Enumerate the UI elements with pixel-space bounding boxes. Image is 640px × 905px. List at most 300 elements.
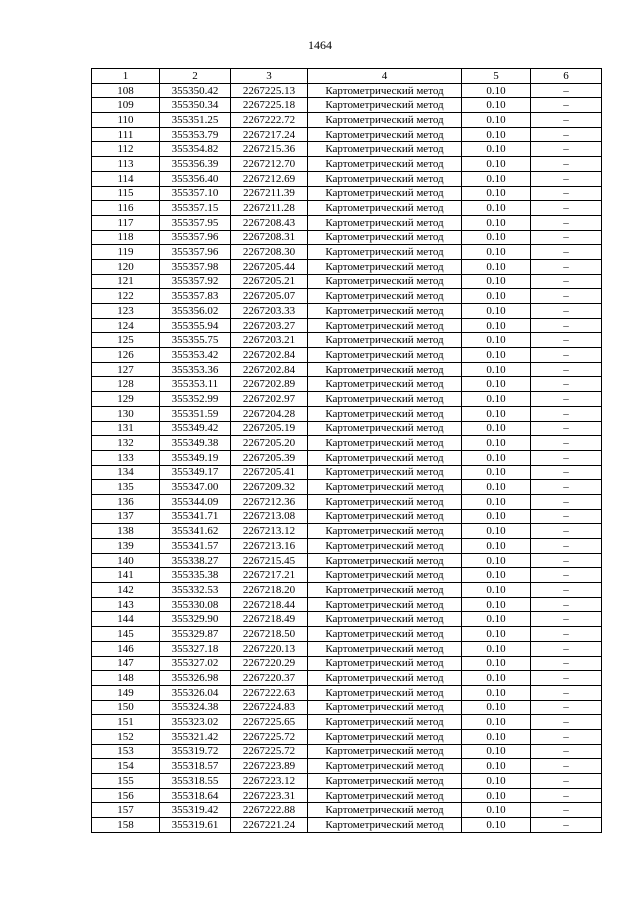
point-number-cell: 112	[92, 142, 160, 157]
y-coordinate-cell: 2267218.49	[231, 612, 308, 627]
method-cell: Картометрический метод	[308, 157, 462, 172]
precision-cell: 0.10	[462, 421, 531, 436]
description-cell: –	[531, 230, 602, 245]
point-number-cell: 141	[92, 568, 160, 583]
description-cell: –	[531, 406, 602, 421]
precision-cell: 0.10	[462, 700, 531, 715]
y-coordinate-cell: 2267225.72	[231, 744, 308, 759]
table-row	[92, 230, 602, 245]
table-row	[92, 98, 602, 113]
method-cell: Картометрический метод	[308, 127, 462, 142]
precision-cell: 0.10	[462, 774, 531, 789]
table-row	[92, 215, 602, 230]
description-cell: –	[531, 83, 602, 98]
table-row	[92, 744, 602, 759]
y-coordinate-cell: 2267213.16	[231, 539, 308, 554]
method-cell: Картометрический метод	[308, 494, 462, 509]
point-number-cell: 135	[92, 480, 160, 495]
y-coordinate-cell: 2267222.88	[231, 803, 308, 818]
column-header-1: 1	[92, 69, 160, 84]
table-row	[92, 436, 602, 451]
coordinates-table	[91, 68, 602, 833]
x-coordinate-cell: 355351.59	[160, 406, 231, 421]
x-coordinate-cell: 355318.57	[160, 759, 231, 774]
y-coordinate-cell: 2267211.28	[231, 201, 308, 216]
description-cell: –	[531, 774, 602, 789]
y-coordinate-cell: 2267202.89	[231, 377, 308, 392]
description-cell: –	[531, 289, 602, 304]
table-row	[92, 612, 602, 627]
method-cell: Картометрический метод	[308, 450, 462, 465]
table-row	[92, 788, 602, 803]
point-number-cell: 139	[92, 539, 160, 554]
method-cell: Картометрический метод	[308, 641, 462, 656]
y-coordinate-cell: 2267205.21	[231, 274, 308, 289]
table-row	[92, 494, 602, 509]
y-coordinate-cell: 2267204.28	[231, 406, 308, 421]
precision-cell: 0.10	[462, 715, 531, 730]
y-coordinate-cell: 2267225.65	[231, 715, 308, 730]
x-coordinate-cell: 355327.02	[160, 656, 231, 671]
x-coordinate-cell: 355356.40	[160, 171, 231, 186]
description-cell: –	[531, 245, 602, 260]
point-number-cell: 137	[92, 509, 160, 524]
x-coordinate-cell: 355330.08	[160, 597, 231, 612]
x-coordinate-cell: 355332.53	[160, 583, 231, 598]
precision-cell: 0.10	[462, 171, 531, 186]
x-coordinate-cell: 355319.72	[160, 744, 231, 759]
x-coordinate-cell: 355319.61	[160, 818, 231, 833]
table-row	[92, 700, 602, 715]
table-row	[92, 304, 602, 319]
y-coordinate-cell: 2267218.44	[231, 597, 308, 612]
point-number-cell: 118	[92, 230, 160, 245]
x-coordinate-cell: 355353.42	[160, 348, 231, 363]
y-coordinate-cell: 2267205.41	[231, 465, 308, 480]
point-number-cell: 126	[92, 348, 160, 363]
method-cell: Картометрический метод	[308, 259, 462, 274]
precision-cell: 0.10	[462, 274, 531, 289]
y-coordinate-cell: 2267203.27	[231, 318, 308, 333]
point-number-cell: 109	[92, 98, 160, 113]
description-cell: –	[531, 98, 602, 113]
method-cell: Картометрический метод	[308, 656, 462, 671]
x-coordinate-cell: 355349.19	[160, 450, 231, 465]
description-cell: –	[531, 685, 602, 700]
point-number-cell: 120	[92, 259, 160, 274]
precision-cell: 0.10	[462, 186, 531, 201]
page-number: 1464	[308, 38, 332, 52]
x-coordinate-cell: 355356.02	[160, 304, 231, 319]
description-cell: –	[531, 568, 602, 583]
y-coordinate-cell: 2267202.84	[231, 348, 308, 363]
point-number-cell: 130	[92, 406, 160, 421]
method-cell: Картометрический метод	[308, 274, 462, 289]
x-coordinate-cell: 355341.62	[160, 524, 231, 539]
x-coordinate-cell: 355338.27	[160, 553, 231, 568]
x-coordinate-cell: 355349.38	[160, 436, 231, 451]
y-coordinate-cell: 2267209.32	[231, 480, 308, 495]
description-cell: –	[531, 274, 602, 289]
precision-cell: 0.10	[462, 83, 531, 98]
y-coordinate-cell: 2267205.20	[231, 436, 308, 451]
point-number-cell: 155	[92, 774, 160, 789]
y-coordinate-cell: 2267222.63	[231, 685, 308, 700]
table-row	[92, 759, 602, 774]
point-number-cell: 154	[92, 759, 160, 774]
x-coordinate-cell: 355329.90	[160, 612, 231, 627]
description-cell: –	[531, 788, 602, 803]
description-cell: –	[531, 304, 602, 319]
method-cell: Картометрический метод	[308, 142, 462, 157]
x-coordinate-cell: 355357.95	[160, 215, 231, 230]
point-number-cell: 129	[92, 392, 160, 407]
x-coordinate-cell: 355355.94	[160, 318, 231, 333]
description-cell: –	[531, 186, 602, 201]
table-row	[92, 715, 602, 730]
description-cell: –	[531, 509, 602, 524]
x-coordinate-cell: 355350.42	[160, 83, 231, 98]
point-number-cell: 158	[92, 818, 160, 833]
y-coordinate-cell: 2267220.13	[231, 641, 308, 656]
y-coordinate-cell: 2267218.20	[231, 583, 308, 598]
x-coordinate-cell: 355335.38	[160, 568, 231, 583]
precision-cell: 0.10	[462, 641, 531, 656]
y-coordinate-cell: 2267225.72	[231, 729, 308, 744]
method-cell: Картометрический метод	[308, 685, 462, 700]
description-cell: –	[531, 113, 602, 128]
method-cell: Картометрический метод	[308, 318, 462, 333]
table-row	[92, 289, 602, 304]
table-row	[92, 362, 602, 377]
x-coordinate-cell: 355349.42	[160, 421, 231, 436]
x-coordinate-cell: 355326.98	[160, 671, 231, 686]
x-coordinate-cell: 355347.00	[160, 480, 231, 495]
method-cell: Картометрический метод	[308, 700, 462, 715]
y-coordinate-cell: 2267223.12	[231, 774, 308, 789]
point-number-cell: 144	[92, 612, 160, 627]
y-coordinate-cell: 2267205.44	[231, 259, 308, 274]
point-number-cell: 132	[92, 436, 160, 451]
y-coordinate-cell: 2267223.31	[231, 788, 308, 803]
table-body	[92, 83, 602, 832]
table-row	[92, 524, 602, 539]
y-coordinate-cell: 2267217.21	[231, 568, 308, 583]
point-number-cell: 147	[92, 656, 160, 671]
method-cell: Картометрический метод	[308, 480, 462, 495]
x-coordinate-cell: 355327.18	[160, 641, 231, 656]
y-coordinate-cell: 2267208.43	[231, 215, 308, 230]
method-cell: Картометрический метод	[308, 539, 462, 554]
description-cell: –	[531, 421, 602, 436]
column-header-2: 2	[160, 69, 231, 84]
method-cell: Картометрический метод	[308, 230, 462, 245]
description-cell: –	[531, 539, 602, 554]
column-header-6: 6	[531, 69, 602, 84]
y-coordinate-cell: 2267225.13	[231, 83, 308, 98]
x-coordinate-cell: 355350.34	[160, 98, 231, 113]
point-number-cell: 133	[92, 450, 160, 465]
method-cell: Картометрический метод	[308, 774, 462, 789]
point-number-cell: 122	[92, 289, 160, 304]
description-cell: –	[531, 818, 602, 833]
precision-cell: 0.10	[462, 729, 531, 744]
method-cell: Картометрический метод	[308, 98, 462, 113]
table-row	[92, 671, 602, 686]
description-cell: –	[531, 671, 602, 686]
y-coordinate-cell: 2267208.30	[231, 245, 308, 260]
description-cell: –	[531, 480, 602, 495]
precision-cell: 0.10	[462, 127, 531, 142]
x-coordinate-cell: 355318.64	[160, 788, 231, 803]
y-coordinate-cell: 2267224.83	[231, 700, 308, 715]
y-coordinate-cell: 2267215.36	[231, 142, 308, 157]
method-cell: Картометрический метод	[308, 803, 462, 818]
method-cell: Картометрический метод	[308, 759, 462, 774]
x-coordinate-cell: 355357.96	[160, 245, 231, 260]
x-coordinate-cell: 355349.17	[160, 465, 231, 480]
point-number-cell: 142	[92, 583, 160, 598]
precision-cell: 0.10	[462, 524, 531, 539]
x-coordinate-cell: 355351.25	[160, 113, 231, 128]
x-coordinate-cell: 355353.11	[160, 377, 231, 392]
description-cell: –	[531, 392, 602, 407]
description-cell: –	[531, 700, 602, 715]
table-row	[92, 318, 602, 333]
y-coordinate-cell: 2267221.24	[231, 818, 308, 833]
description-cell: –	[531, 524, 602, 539]
table-row	[92, 641, 602, 656]
table-row	[92, 333, 602, 348]
point-number-cell: 119	[92, 245, 160, 260]
point-number-cell: 134	[92, 465, 160, 480]
y-coordinate-cell: 2267222.72	[231, 113, 308, 128]
description-cell: –	[531, 494, 602, 509]
table-row	[92, 539, 602, 554]
y-coordinate-cell: 2267213.08	[231, 509, 308, 524]
table-row	[92, 685, 602, 700]
table-row	[92, 656, 602, 671]
method-cell: Картометрический метод	[308, 83, 462, 98]
table-row	[92, 348, 602, 363]
method-cell: Картометрический метод	[308, 348, 462, 363]
point-number-cell: 131	[92, 421, 160, 436]
table-row	[92, 186, 602, 201]
method-cell: Картометрический метод	[308, 215, 462, 230]
precision-cell: 0.10	[462, 465, 531, 480]
precision-cell: 0.10	[462, 362, 531, 377]
method-cell: Картометрический метод	[308, 524, 462, 539]
y-coordinate-cell: 2267213.12	[231, 524, 308, 539]
precision-cell: 0.10	[462, 201, 531, 216]
table-row	[92, 127, 602, 142]
precision-cell: 0.10	[462, 259, 531, 274]
x-coordinate-cell: 355355.75	[160, 333, 231, 348]
precision-cell: 0.10	[462, 392, 531, 407]
table-row	[92, 465, 602, 480]
point-number-cell: 148	[92, 671, 160, 686]
precision-cell: 0.10	[462, 245, 531, 260]
x-coordinate-cell: 355319.42	[160, 803, 231, 818]
method-cell: Картометрический метод	[308, 583, 462, 598]
description-cell: –	[531, 142, 602, 157]
table-row	[92, 818, 602, 833]
method-cell: Картометрический метод	[308, 333, 462, 348]
method-cell: Картометрический метод	[308, 304, 462, 319]
y-coordinate-cell: 2267223.89	[231, 759, 308, 774]
description-cell: –	[531, 715, 602, 730]
point-number-cell: 145	[92, 627, 160, 642]
table-row	[92, 480, 602, 495]
y-coordinate-cell: 2267205.39	[231, 450, 308, 465]
description-cell: –	[531, 436, 602, 451]
x-coordinate-cell: 355326.04	[160, 685, 231, 700]
table-row	[92, 157, 602, 172]
description-cell: –	[531, 803, 602, 818]
precision-cell: 0.10	[462, 685, 531, 700]
point-number-cell: 117	[92, 215, 160, 230]
precision-cell: 0.10	[462, 450, 531, 465]
x-coordinate-cell: 355353.36	[160, 362, 231, 377]
method-cell: Картометрический метод	[308, 171, 462, 186]
precision-cell: 0.10	[462, 333, 531, 348]
table-row	[92, 421, 602, 436]
y-coordinate-cell: 2267218.50	[231, 627, 308, 642]
description-cell: –	[531, 157, 602, 172]
y-coordinate-cell: 2267203.21	[231, 333, 308, 348]
table-row	[92, 729, 602, 744]
precision-cell: 0.10	[462, 304, 531, 319]
method-cell: Картометрический метод	[308, 245, 462, 260]
method-cell: Картометрический метод	[308, 715, 462, 730]
y-coordinate-cell: 2267203.33	[231, 304, 308, 319]
precision-cell: 0.10	[462, 583, 531, 598]
table-row	[92, 113, 602, 128]
precision-cell: 0.10	[462, 568, 531, 583]
precision-cell: 0.10	[462, 215, 531, 230]
point-number-cell: 115	[92, 186, 160, 201]
point-number-cell: 128	[92, 377, 160, 392]
point-number-cell: 113	[92, 157, 160, 172]
method-cell: Картометрический метод	[308, 818, 462, 833]
table-row	[92, 142, 602, 157]
precision-cell: 0.10	[462, 509, 531, 524]
method-cell: Картометрический метод	[308, 201, 462, 216]
x-coordinate-cell: 355357.83	[160, 289, 231, 304]
point-number-cell: 127	[92, 362, 160, 377]
x-coordinate-cell: 355324.38	[160, 700, 231, 715]
point-number-cell: 143	[92, 597, 160, 612]
method-cell: Картометрический метод	[308, 671, 462, 686]
x-coordinate-cell: 355356.39	[160, 157, 231, 172]
description-cell: –	[531, 362, 602, 377]
table-row	[92, 83, 602, 98]
precision-cell: 0.10	[462, 494, 531, 509]
table-row	[92, 245, 602, 260]
precision-cell: 0.10	[462, 627, 531, 642]
point-number-cell: 153	[92, 744, 160, 759]
table-row	[92, 171, 602, 186]
method-cell: Картометрический метод	[308, 509, 462, 524]
description-cell: –	[531, 201, 602, 216]
point-number-cell: 125	[92, 333, 160, 348]
description-cell: –	[531, 744, 602, 759]
table-row	[92, 568, 602, 583]
table-row	[92, 583, 602, 598]
table-row	[92, 377, 602, 392]
precision-cell: 0.10	[462, 318, 531, 333]
y-coordinate-cell: 2267215.45	[231, 553, 308, 568]
x-coordinate-cell: 355357.10	[160, 186, 231, 201]
x-coordinate-cell: 355357.15	[160, 201, 231, 216]
x-coordinate-cell: 355321.42	[160, 729, 231, 744]
description-cell: –	[531, 171, 602, 186]
method-cell: Картометрический метод	[308, 597, 462, 612]
point-number-cell: 150	[92, 700, 160, 715]
description-cell: –	[531, 333, 602, 348]
table-header-row	[92, 69, 602, 84]
precision-cell: 0.10	[462, 553, 531, 568]
method-cell: Картометрический метод	[308, 421, 462, 436]
precision-cell: 0.10	[462, 612, 531, 627]
description-cell: –	[531, 612, 602, 627]
y-coordinate-cell: 2267225.18	[231, 98, 308, 113]
x-coordinate-cell: 355318.55	[160, 774, 231, 789]
method-cell: Картометрический метод	[308, 612, 462, 627]
point-number-cell: 124	[92, 318, 160, 333]
table-row	[92, 774, 602, 789]
description-cell: –	[531, 641, 602, 656]
x-coordinate-cell: 355352.99	[160, 392, 231, 407]
column-header-3: 3	[231, 69, 308, 84]
x-coordinate-cell: 355341.57	[160, 539, 231, 554]
y-coordinate-cell: 2267211.39	[231, 186, 308, 201]
table-row	[92, 553, 602, 568]
x-coordinate-cell: 355354.82	[160, 142, 231, 157]
precision-cell: 0.10	[462, 436, 531, 451]
method-cell: Картометрический метод	[308, 553, 462, 568]
method-cell: Картометрический метод	[308, 406, 462, 421]
table-row	[92, 450, 602, 465]
point-number-cell: 110	[92, 113, 160, 128]
precision-cell: 0.10	[462, 289, 531, 304]
x-coordinate-cell: 355329.87	[160, 627, 231, 642]
method-cell: Картометрический метод	[308, 744, 462, 759]
table-row	[92, 201, 602, 216]
precision-cell: 0.10	[462, 744, 531, 759]
precision-cell: 0.10	[462, 406, 531, 421]
column-header-5: 5	[462, 69, 531, 84]
description-cell: –	[531, 553, 602, 568]
point-number-cell: 114	[92, 171, 160, 186]
point-number-cell: 136	[92, 494, 160, 509]
point-number-cell: 140	[92, 553, 160, 568]
method-cell: Картометрический метод	[308, 377, 462, 392]
x-coordinate-cell: 355323.02	[160, 715, 231, 730]
y-coordinate-cell: 2267202.97	[231, 392, 308, 407]
x-coordinate-cell: 355341.71	[160, 509, 231, 524]
y-coordinate-cell: 2267217.24	[231, 127, 308, 142]
description-cell: –	[531, 627, 602, 642]
precision-cell: 0.10	[462, 656, 531, 671]
point-number-cell: 123	[92, 304, 160, 319]
x-coordinate-cell: 355353.79	[160, 127, 231, 142]
precision-cell: 0.10	[462, 818, 531, 833]
description-cell: –	[531, 259, 602, 274]
column-header-4: 4	[308, 69, 462, 84]
table-row	[92, 406, 602, 421]
x-coordinate-cell: 355357.98	[160, 259, 231, 274]
